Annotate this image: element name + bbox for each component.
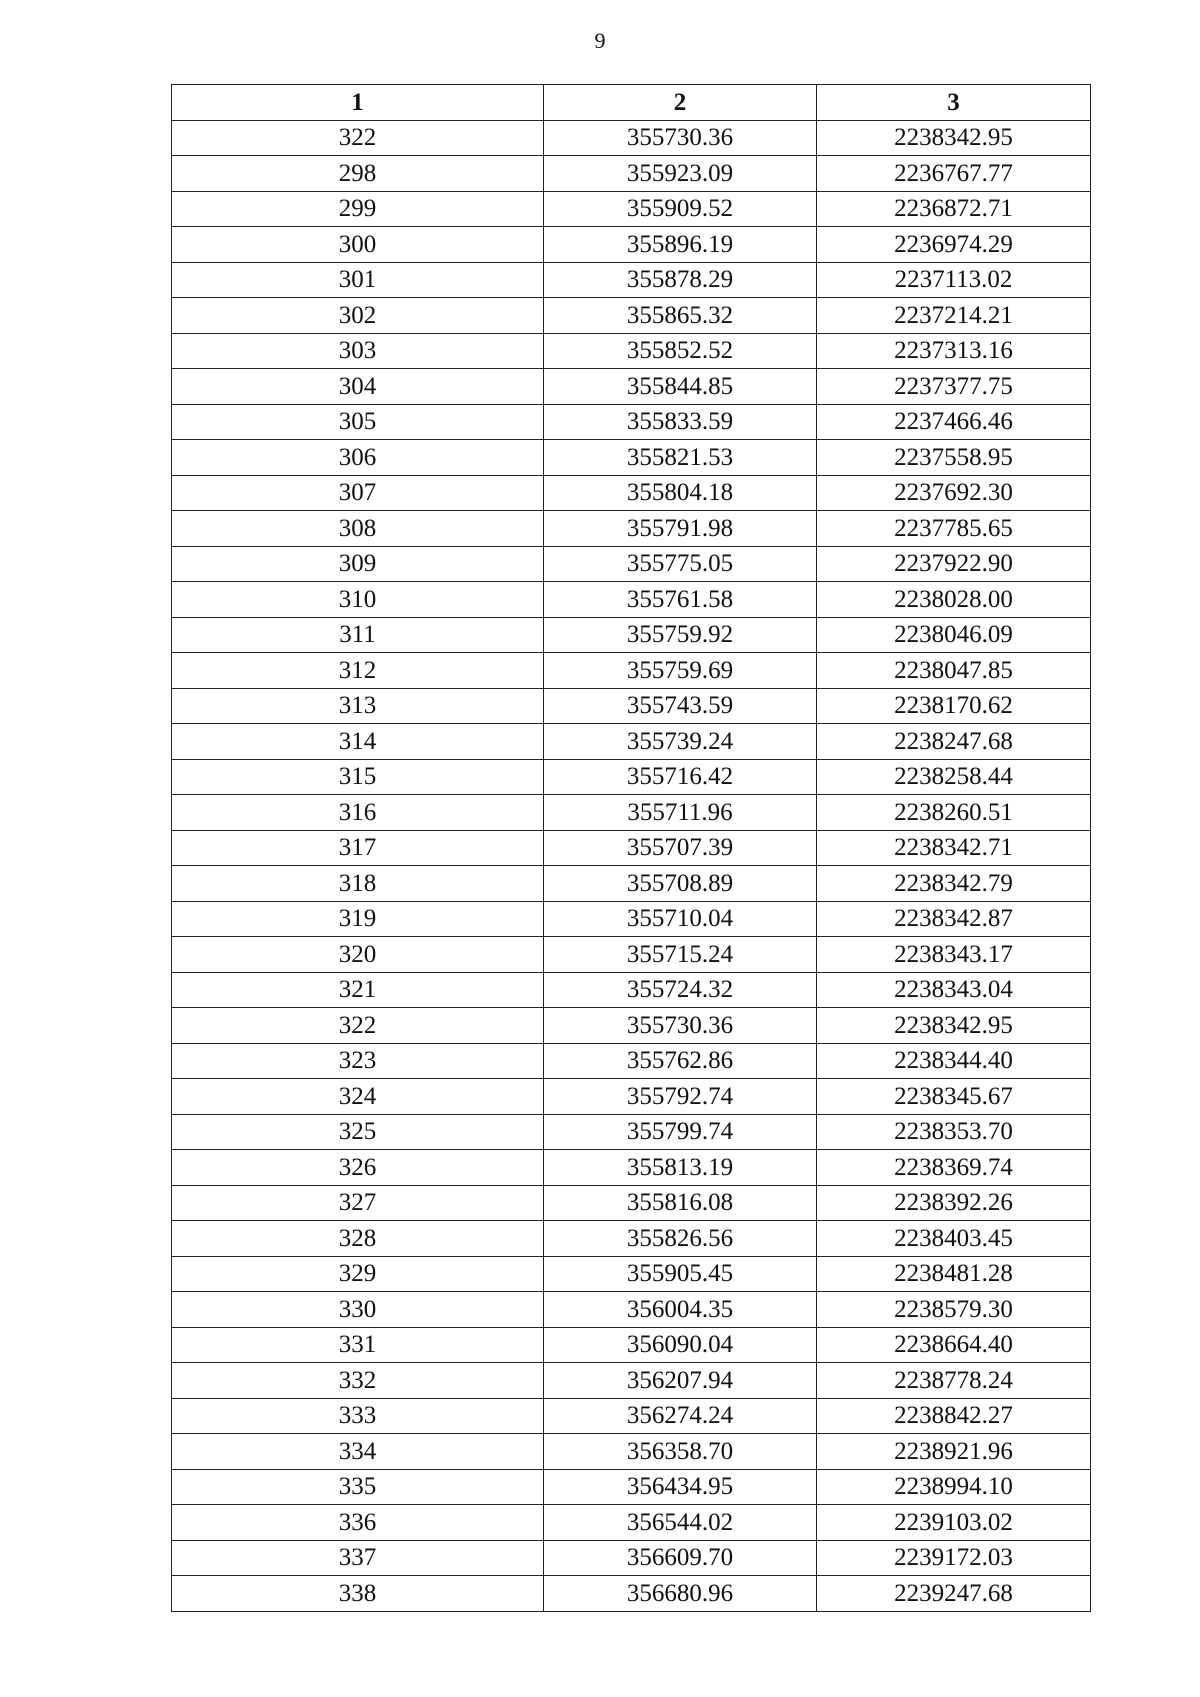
table-row [172, 795, 1091, 831]
x-coordinate-cell: 356358.70 [544, 1434, 817, 1470]
table-row [172, 1469, 1091, 1505]
y-coordinate-cell: 2237922.90 [817, 546, 1091, 582]
y-coordinate-cell: 2238778.24 [817, 1363, 1091, 1399]
y-coordinate-cell: 2238258.44 [817, 759, 1091, 795]
point-number-cell: 313 [172, 688, 544, 724]
y-coordinate-cell: 2238343.17 [817, 937, 1091, 973]
x-coordinate-cell: 355759.69 [544, 653, 817, 689]
x-coordinate-cell: 355715.24 [544, 937, 817, 973]
point-number-cell: 324 [172, 1079, 544, 1115]
table-row [172, 1043, 1091, 1079]
table-row [172, 191, 1091, 227]
x-coordinate-cell: 356434.95 [544, 1469, 817, 1505]
point-number-cell: 314 [172, 724, 544, 760]
point-number-cell: 302 [172, 298, 544, 334]
x-coordinate-cell: 355759.92 [544, 617, 817, 653]
x-coordinate-cell: 356680.96 [544, 1576, 817, 1612]
x-coordinate-cell: 356207.94 [544, 1363, 817, 1399]
y-coordinate-cell: 2238994.10 [817, 1469, 1091, 1505]
table-row [172, 120, 1091, 156]
x-coordinate-cell: 355816.08 [544, 1185, 817, 1221]
y-coordinate-cell: 2237214.21 [817, 298, 1091, 334]
y-coordinate-cell: 2238392.26 [817, 1185, 1091, 1221]
table-row [172, 227, 1091, 263]
table-row [172, 262, 1091, 298]
x-coordinate-cell: 355799.74 [544, 1114, 817, 1150]
y-coordinate-cell: 2238921.96 [817, 1434, 1091, 1470]
x-coordinate-cell: 355909.52 [544, 191, 817, 227]
x-coordinate-cell: 355792.74 [544, 1079, 817, 1115]
y-coordinate-cell: 2238353.70 [817, 1114, 1091, 1150]
x-coordinate-cell: 355833.59 [544, 404, 817, 440]
x-coordinate-cell: 356274.24 [544, 1398, 817, 1434]
table-row [172, 866, 1091, 902]
y-coordinate-cell: 2237113.02 [817, 262, 1091, 298]
table-row [172, 1008, 1091, 1044]
table-row [172, 440, 1091, 476]
table-row [172, 1540, 1091, 1576]
point-number-cell: 303 [172, 333, 544, 369]
x-coordinate-cell: 356090.04 [544, 1327, 817, 1363]
point-number-cell: 308 [172, 511, 544, 547]
y-coordinate-cell: 2238342.79 [817, 866, 1091, 902]
x-coordinate-cell: 355730.36 [544, 120, 817, 156]
table-row [172, 617, 1091, 653]
point-number-cell: 311 [172, 617, 544, 653]
table-row [172, 369, 1091, 405]
y-coordinate-cell: 2239247.68 [817, 1576, 1091, 1612]
point-number-cell: 331 [172, 1327, 544, 1363]
table-header-row [172, 85, 1091, 121]
table-row [172, 156, 1091, 192]
y-coordinate-cell: 2238260.51 [817, 795, 1091, 831]
table-row [172, 653, 1091, 689]
y-coordinate-cell: 2238369.74 [817, 1150, 1091, 1186]
point-number-cell: 315 [172, 759, 544, 795]
point-number-cell: 319 [172, 901, 544, 937]
x-coordinate-cell: 355716.42 [544, 759, 817, 795]
table-row [172, 475, 1091, 511]
point-number-cell: 322 [172, 120, 544, 156]
table-row [172, 830, 1091, 866]
x-coordinate-cell: 355762.86 [544, 1043, 817, 1079]
y-coordinate-cell: 2238046.09 [817, 617, 1091, 653]
point-number-cell: 327 [172, 1185, 544, 1221]
x-coordinate-cell: 355896.19 [544, 227, 817, 263]
y-coordinate-cell: 2237558.95 [817, 440, 1091, 476]
point-number-cell: 300 [172, 227, 544, 263]
table-row [172, 937, 1091, 973]
table-body [172, 120, 1091, 1611]
y-coordinate-cell: 2238343.04 [817, 972, 1091, 1008]
point-number-cell: 307 [172, 475, 544, 511]
y-coordinate-cell: 2239172.03 [817, 1540, 1091, 1576]
table-row [172, 1292, 1091, 1328]
x-coordinate-cell: 355852.52 [544, 333, 817, 369]
y-coordinate-cell: 2238170.62 [817, 688, 1091, 724]
table-row [172, 404, 1091, 440]
table-row [172, 972, 1091, 1008]
point-number-cell: 301 [172, 262, 544, 298]
point-number-cell: 336 [172, 1505, 544, 1541]
point-number-cell: 312 [172, 653, 544, 689]
table-row [172, 759, 1091, 795]
point-number-cell: 299 [172, 191, 544, 227]
y-coordinate-cell: 2238664.40 [817, 1327, 1091, 1363]
y-coordinate-cell: 2236872.71 [817, 191, 1091, 227]
page-number: 9 [594, 28, 606, 53]
table-row [172, 1114, 1091, 1150]
y-coordinate-cell: 2236767.77 [817, 156, 1091, 192]
x-coordinate-cell: 356609.70 [544, 1540, 817, 1576]
point-number-cell: 338 [172, 1576, 544, 1612]
x-coordinate-cell: 355730.36 [544, 1008, 817, 1044]
table-row [172, 1150, 1091, 1186]
y-coordinate-cell: 2238344.40 [817, 1043, 1091, 1079]
y-coordinate-cell: 2238403.45 [817, 1221, 1091, 1257]
table-row [172, 298, 1091, 334]
point-number-cell: 335 [172, 1469, 544, 1505]
x-coordinate-cell: 355804.18 [544, 475, 817, 511]
y-coordinate-cell: 2238345.67 [817, 1079, 1091, 1115]
point-number-cell: 310 [172, 582, 544, 618]
y-coordinate-cell: 2238342.71 [817, 830, 1091, 866]
point-number-cell: 320 [172, 937, 544, 973]
x-coordinate-cell: 355878.29 [544, 262, 817, 298]
table-row [172, 1256, 1091, 1292]
y-coordinate-cell: 2238342.95 [817, 1008, 1091, 1044]
table-row [172, 333, 1091, 369]
x-coordinate-cell: 355844.85 [544, 369, 817, 405]
y-coordinate-cell: 2237692.30 [817, 475, 1091, 511]
x-coordinate-cell: 355813.19 [544, 1150, 817, 1186]
y-coordinate-cell: 2239103.02 [817, 1505, 1091, 1541]
y-coordinate-cell: 2237466.46 [817, 404, 1091, 440]
table-row [172, 1079, 1091, 1115]
y-coordinate-cell: 2238247.68 [817, 724, 1091, 760]
table-row [172, 1327, 1091, 1363]
y-coordinate-cell: 2236974.29 [817, 227, 1091, 263]
table-row [172, 1398, 1091, 1434]
table-row [172, 901, 1091, 937]
point-number-cell: 334 [172, 1434, 544, 1470]
coordinates-table [171, 84, 1091, 1612]
x-coordinate-cell: 355791.98 [544, 511, 817, 547]
y-coordinate-cell: 2237313.16 [817, 333, 1091, 369]
table-row [172, 688, 1091, 724]
column-header-1: 1 [172, 85, 544, 121]
table-row [172, 1221, 1091, 1257]
y-coordinate-cell: 2238842.27 [817, 1398, 1091, 1434]
x-coordinate-cell: 356544.02 [544, 1505, 817, 1541]
point-number-cell: 326 [172, 1150, 544, 1186]
y-coordinate-cell: 2238342.95 [817, 120, 1091, 156]
point-number-cell: 298 [172, 156, 544, 192]
x-coordinate-cell: 355761.58 [544, 582, 817, 618]
x-coordinate-cell: 355826.56 [544, 1221, 817, 1257]
point-number-cell: 306 [172, 440, 544, 476]
column-header-2: 2 [544, 85, 817, 121]
table-row [172, 1434, 1091, 1470]
point-number-cell: 332 [172, 1363, 544, 1399]
x-coordinate-cell: 355739.24 [544, 724, 817, 760]
point-number-cell: 333 [172, 1398, 544, 1434]
y-coordinate-cell: 2237377.75 [817, 369, 1091, 405]
point-number-cell: 304 [172, 369, 544, 405]
table-row [172, 724, 1091, 760]
point-number-cell: 317 [172, 830, 544, 866]
point-number-cell: 329 [172, 1256, 544, 1292]
point-number-cell: 328 [172, 1221, 544, 1257]
x-coordinate-cell: 355865.32 [544, 298, 817, 334]
table-row [172, 511, 1091, 547]
x-coordinate-cell: 355707.39 [544, 830, 817, 866]
point-number-cell: 325 [172, 1114, 544, 1150]
point-number-cell: 316 [172, 795, 544, 831]
table-row [172, 1576, 1091, 1612]
column-header-3: 3 [817, 85, 1091, 121]
x-coordinate-cell: 355905.45 [544, 1256, 817, 1292]
point-number-cell: 309 [172, 546, 544, 582]
point-number-cell: 330 [172, 1292, 544, 1328]
point-number-cell: 318 [172, 866, 544, 902]
y-coordinate-cell: 2238047.85 [817, 653, 1091, 689]
x-coordinate-cell: 355743.59 [544, 688, 817, 724]
y-coordinate-cell: 2237785.65 [817, 511, 1091, 547]
x-coordinate-cell: 355711.96 [544, 795, 817, 831]
x-coordinate-cell: 355708.89 [544, 866, 817, 902]
table-row [172, 1185, 1091, 1221]
point-number-cell: 321 [172, 972, 544, 1008]
point-number-cell: 305 [172, 404, 544, 440]
x-coordinate-cell: 356004.35 [544, 1292, 817, 1328]
x-coordinate-cell: 355724.32 [544, 972, 817, 1008]
y-coordinate-cell: 2238342.87 [817, 901, 1091, 937]
point-number-cell: 323 [172, 1043, 544, 1079]
table-row [172, 582, 1091, 618]
y-coordinate-cell: 2238028.00 [817, 582, 1091, 618]
point-number-cell: 337 [172, 1540, 544, 1576]
x-coordinate-cell: 355710.04 [544, 901, 817, 937]
x-coordinate-cell: 355821.53 [544, 440, 817, 476]
table-row [172, 546, 1091, 582]
y-coordinate-cell: 2238481.28 [817, 1256, 1091, 1292]
table-row [172, 1363, 1091, 1399]
point-number-cell: 322 [172, 1008, 544, 1044]
y-coordinate-cell: 2238579.30 [817, 1292, 1091, 1328]
x-coordinate-cell: 355923.09 [544, 156, 817, 192]
x-coordinate-cell: 355775.05 [544, 546, 817, 582]
table-row [172, 1505, 1091, 1541]
